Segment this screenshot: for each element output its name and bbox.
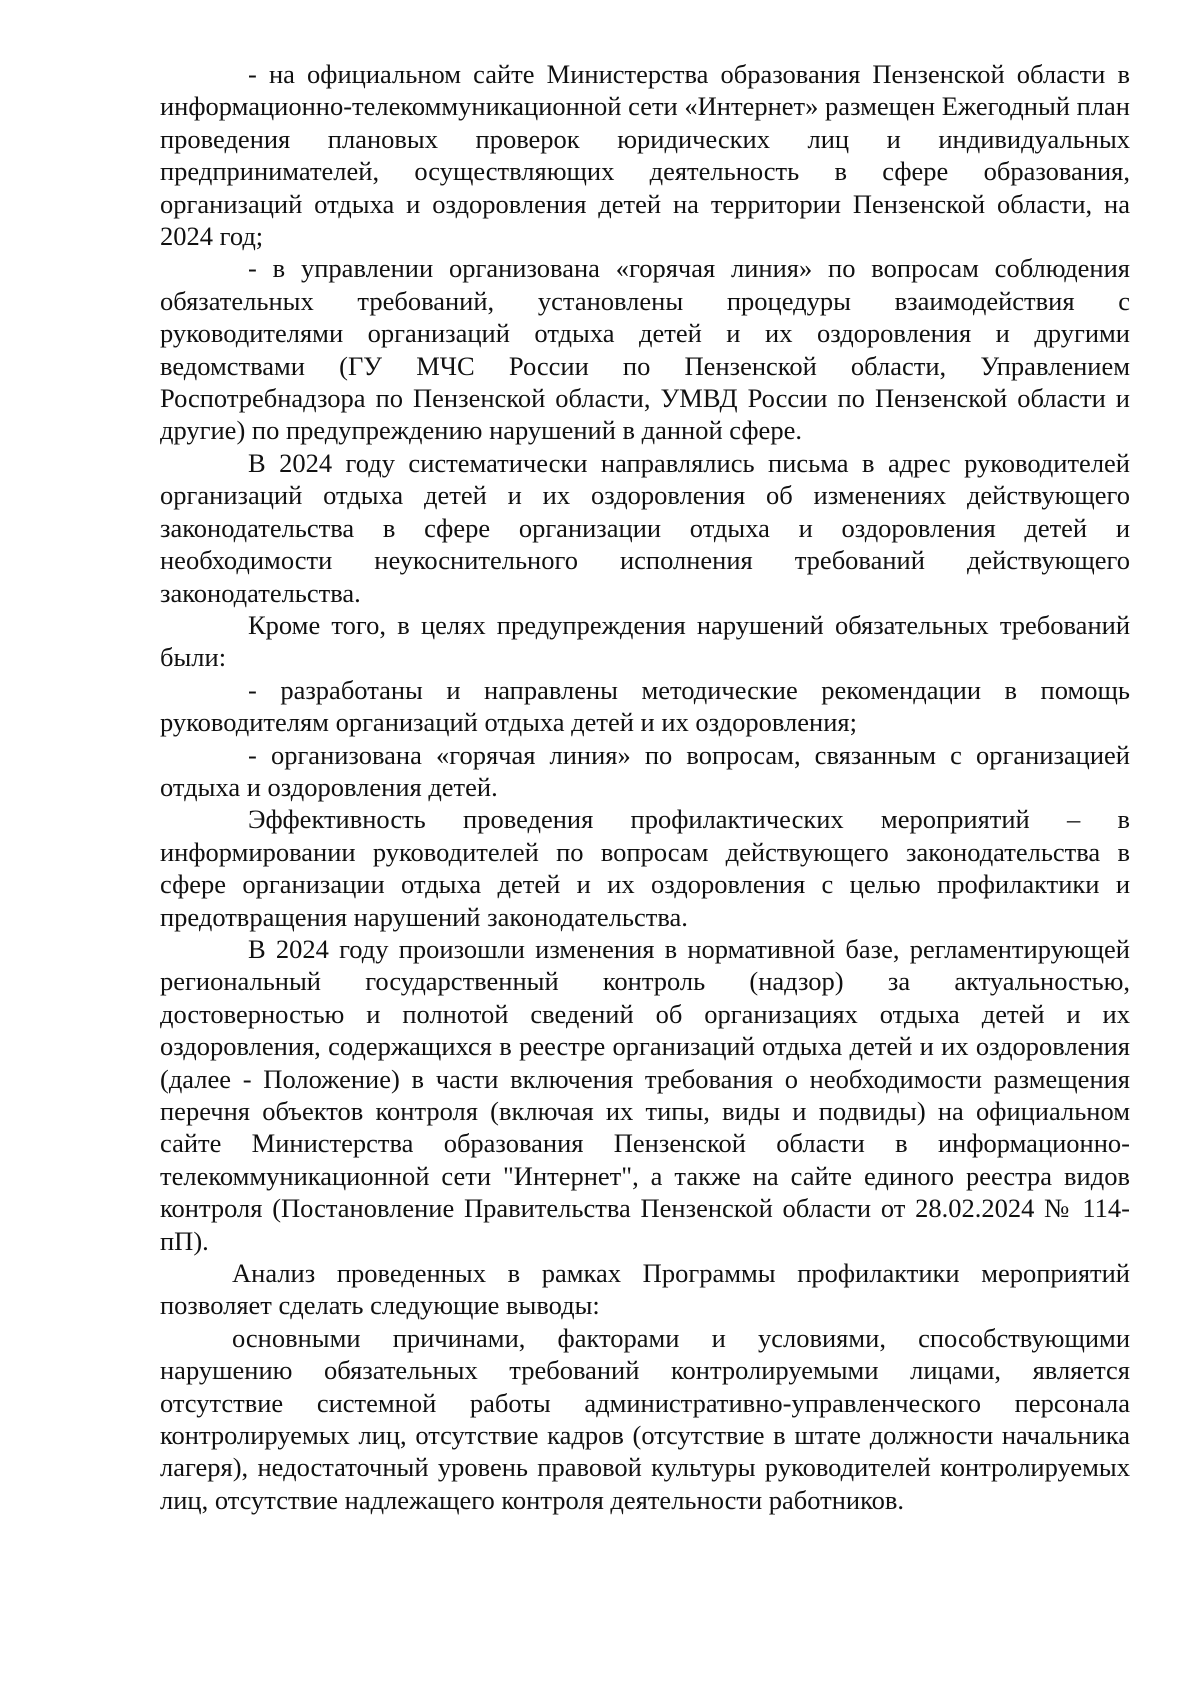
- paragraph-hotline-organized: - организована «горячая линия» по вопросам, связанным с организацией отдыха и оздоровления детей.: [160, 739, 1130, 802]
- document-body: [160, 58, 1130, 1516]
- paragraph-effectiveness: Эффективность проведения профилактических мероприятий – в информировании руководителей по вопросам действующего законодательства в сфере организации отдыха детей и их оздоровления с целью профилактики и предотвращения нарушений законодательства.: [160, 804, 1130, 932]
- paragraph-methodical-recommendations: - разработаны и направлены методические рекомендации в помощь руководителям организаций отдыха детей и их оздоровления;: [160, 674, 1130, 738]
- paragraph-hotline-procedures: - в управлении организована «горячая линия» по вопросам соблюдения обязательных требований, установлены процедуры взаимодействия с руководителями организаций отдыха детей и их оздоровления и другими ведомствами (ГУ МЧС России по Пензенской области, Управлением Роспотребнадзора по Пензенской области, УМВД России по Пензенской области и другие) по предупреждению нарушений в данной сфере.: [160, 253, 1130, 446]
- paragraph-analysis-intro: Анализ проведенных в рамках Программы профилактики мероприятий позволяет сделать следующие выводы:: [160, 1258, 1130, 1321]
- paragraph-letters-2024: В 2024 году систематически направлялись письма в адрес руководителей организаций отдыха детей и их оздоровления об изменениях действующего законодательства в сфере организации отдыха и оздоровления детей и необходимости неукоснительного исполнения требований действующего законодательства.: [160, 447, 1130, 608]
- paragraph-regulatory-changes: В 2024 году произошли изменения в нормативной базе, регламентирующей региональный государственный контроль (надзор) за актуальностью, достоверностью и полнотой сведений об организациях отдыха детей и их оздоровления, содержащихся в реестре организаций отдыха детей и их оздоровления (далее - Положение) в части включения требования о необходимости размещения перечня объектов контроля (включая их типы, виды и подвиды) на официальном сайте Министерства образования Пензенской области в информационно-телекоммуникационной сети "Интернет", а также на сайте единого реестра видов контроля (Постановление Правительства Пензенской области от 28.02.2024 № 114-пП).: [160, 933, 1130, 1256]
- paragraph-website-plan: - на официальном сайте Министерства образования Пензенской области в информационно-телекоммуникационной сети «Интернет» размещен Ежегодный план проведения плановых проверок юридических лиц и индивидуальных предпринимателей, осуществляющих деятельность в сфере образования, организаций отдыха и оздоровления детей на территории Пензенской области, на 2024 год;: [160, 59, 1130, 252]
- paragraph-conclusions: основными причинами, факторами и условиями, способствующими нарушению обязательных требований контролируемыми лицами, является отсутствие системной работы административно-управленческого персонала контролируемых лиц, отсутствие кадров (отсутствие в штате должности начальника лагеря), недостаточный уровень правовой культуры руководителей контролируемых лиц, отсутствие надлежащего контроля деятельности работников.: [160, 1322, 1130, 1515]
- paragraph-prevention-intro: Кроме того, в целях предупреждения нарушений обязательных требований были:: [160, 609, 1130, 673]
